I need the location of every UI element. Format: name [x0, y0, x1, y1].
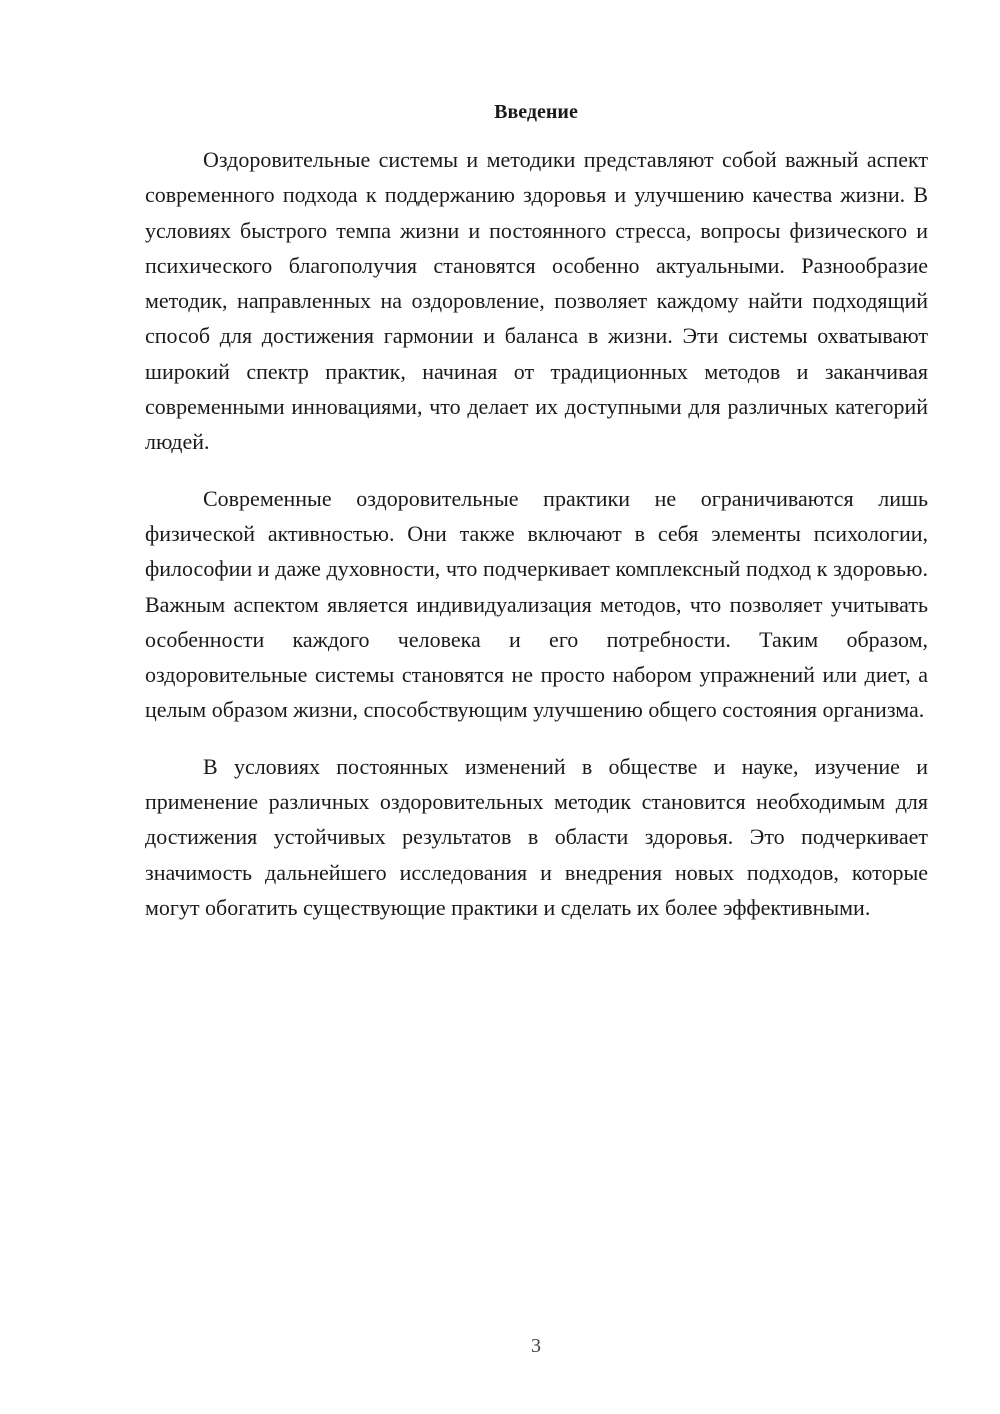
paragraph-2: Современные оздоровительные практики не ограничиваются лишь физической активностью. Они также включают в себя элементы психологии, философии и даже духовности, что подчеркивает комплексный подход к здоровью. Важным аспектом является индивидуализация методов, что позволяет учитывать особенности каждого человека и его потребности. Таким образом, оздоровительные системы становятся не просто набором упражнений или диет, а целым образом жизни, способствующим улучшению общего состояния организма. [145, 485, 928, 723]
paragraph-3: В условиях постоянных изменений в обществе и науке, изучение и применение различных оздоровительных методик становится необходимым для достижения устойчивых результатов в области здоровья. Это подчеркивает значимость дальнейшего исследования и внедрения новых подходов, которые могут обогатить существующие практики и сделать их более эффективными. [145, 753, 928, 920]
body-text [145, 142, 928, 925]
page-title: Введение [494, 101, 578, 123]
page-number: 3 [531, 1335, 541, 1357]
paragraph-1: Оздоровительные системы и методики представляют собой важный аспект современного подхода к поддержанию здоровья и улучшению качества жизни. В условиях быстрого темпа жизни и постоянного стресса, вопросы физического и психического благополучия становятся особенно актуальными. Разнообразие методик, направленных на оздоровление, позволяет каждому найти подходящий способ для достижения гармонии и баланса в жизни. Эти системы охватывают широкий спектр практик, начиная от традиционных методов и заканчивая современными инновациями, что делает их доступными для различных категорий людей. [145, 147, 928, 455]
